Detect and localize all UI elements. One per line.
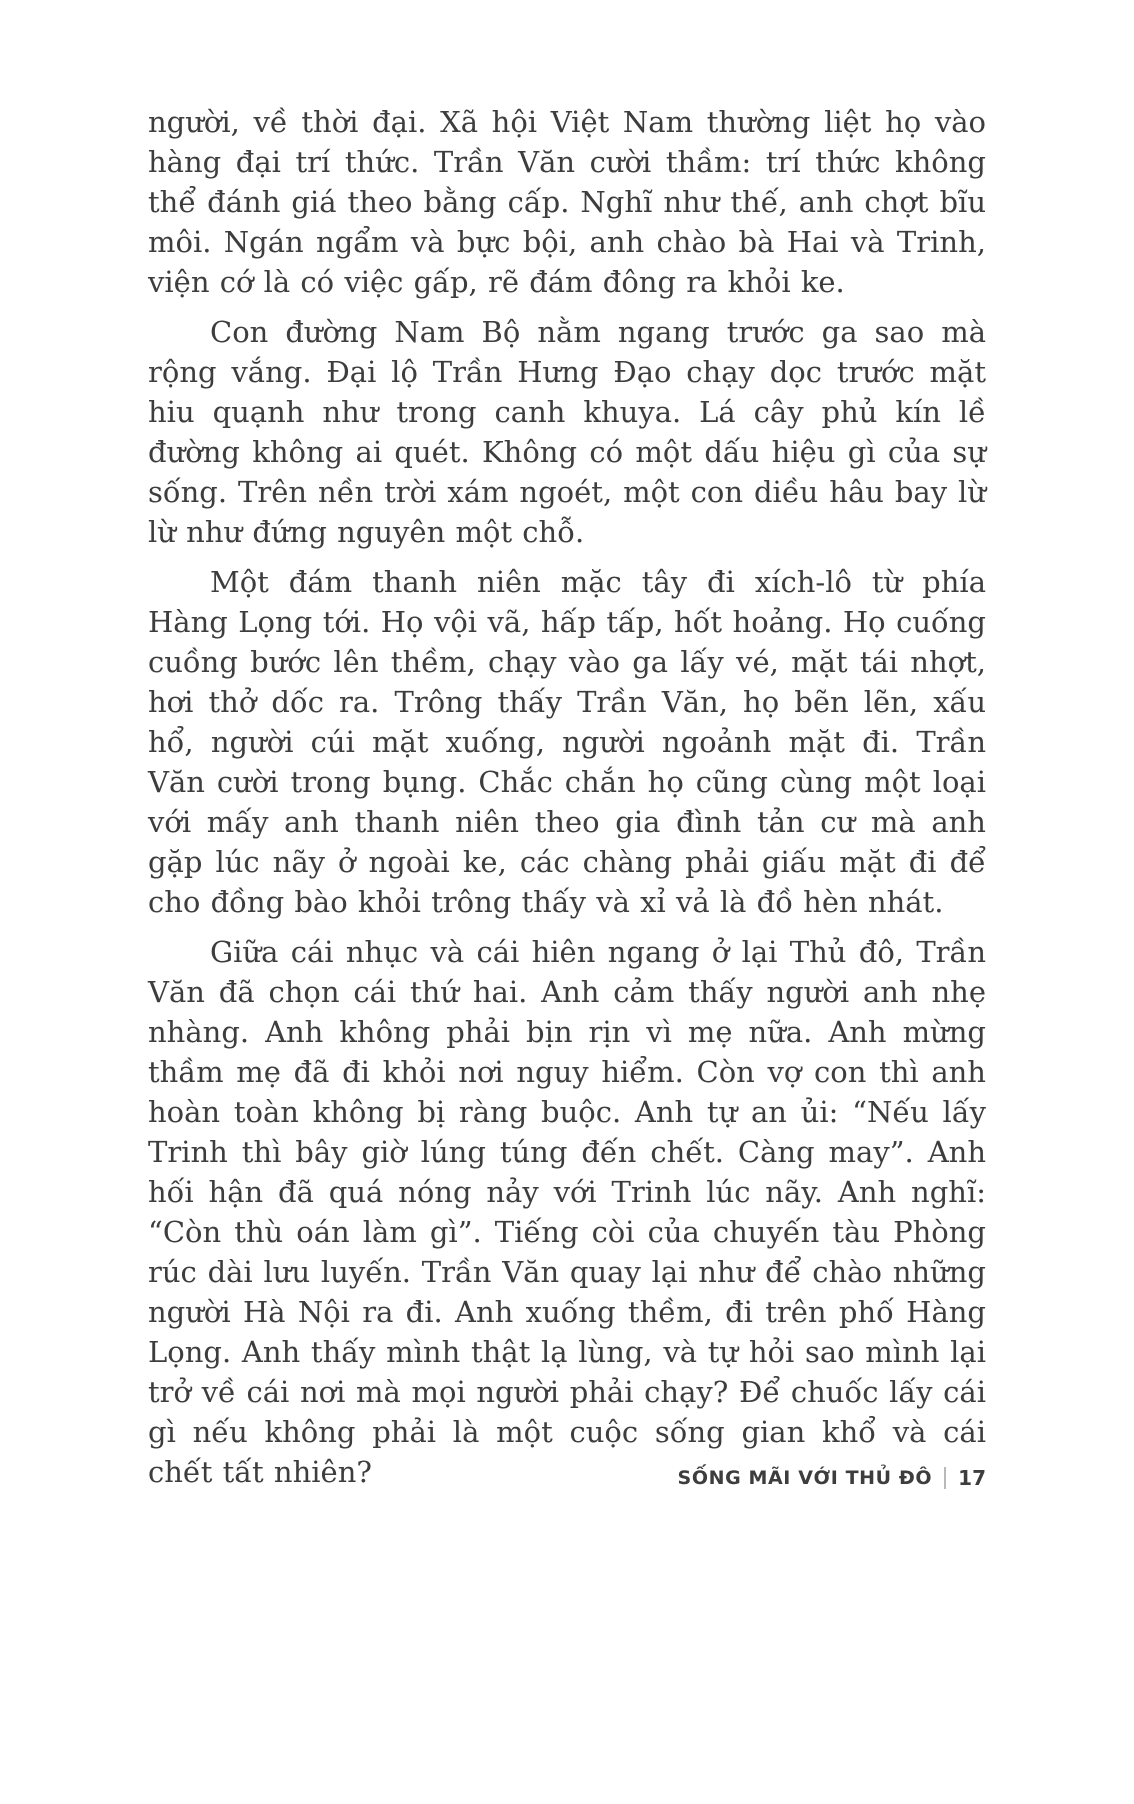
paragraph: Con đường Nam Bộ nằm ngang trước ga sao mà rộng vắng. Đại lộ Trần Hưng Đạo chạy dọc trước mặt hiu quạnh như trong canh khuya. Lá cây phủ kín lề đường không ai quét. Không có một dấu hiệu gì của sự sống. Trên nền trời xám ngoét, một con diều hâu bay lừ lừ như đứng nguyên một chỗ. <box>148 315 986 549</box>
page-footer <box>148 1466 986 1490</box>
paragraph: người, về thời đại. Xã hội Việt Nam thường liệt họ vào hàng đại trí thức. Trần Văn cười thầm: trí thức không thể đánh giá theo bằng cấp. Nghĩ như thế, anh chợt bĩu môi. Ngán ngẩm và bực bội, anh chào bà Hai và Trinh, viện cớ là có việc gấp, rẽ đám đông ra khỏi ke. <box>148 105 986 299</box>
paragraph: Giữa cái nhục và cái hiên ngang ở lại Thủ đô, Trần Văn đã chọn cái thứ hai. Anh cảm thấy người anh nhẹ nhàng. Anh không phải bịn rịn vì mẹ nữa. Anh mừng thầm mẹ đã đi khỏi nơi nguy hiểm. Còn vợ con thì anh hoàn toàn không bị ràng buộc. Anh tự an ủi: “Nếu lấy Trinh thì bây giờ lúng túng đến chết. Càng may”. Anh hối hận đã quá nóng nảy với Trinh lúc nãy. Anh nghĩ: “Còn thù oán làm gì”. Tiếng còi của chuyến tàu Phòng rúc dài lưu luyến. Trần Văn quay lại như để chào những người Hà Nội ra đi. Anh xuống thềm, đi trên phố Hàng Lọng. Anh thấy mình thật lạ lùng, và tự hỏi sao mình lại trở về cái nơi mà mọi người phải chạy? Để chuốc lấy cái gì nếu không phải là một cuộc sống gian khổ và cái chết tất nhiên? <box>148 935 986 1489</box>
paragraph: Một đám thanh niên mặc tây đi xích-lô từ phía Hàng Lọng tới. Họ vội vã, hấp tấp, hốt hoảng. Họ cuống cuồng bước lên thềm, chạy vào ga lấy vé, mặt tái nhợt, hơi thở dốc ra. Trông thấy Trần Văn, họ bẽn lẽn, xấu hổ, người cúi mặt xuống, người ngoảnh mặt đi. Trần Văn cười trong bụng. Chắc chắn họ cũng cùng một loại với mấy anh thanh niên theo gia đình tản cư mà anh gặp lúc nãy ở ngoài ke, các chàng phải giấu mặt đi để cho đồng bào khỏi trông thấy và xỉ vả là đồ hèn nhát. <box>148 565 986 919</box>
page-text-block <box>148 102 986 1502</box>
running-title: SỐNG MÃI VỚI THỦ ĐÔ <box>677 1467 933 1489</box>
page-number: 17 <box>958 1466 986 1490</box>
footer-divider <box>944 1467 946 1489</box>
